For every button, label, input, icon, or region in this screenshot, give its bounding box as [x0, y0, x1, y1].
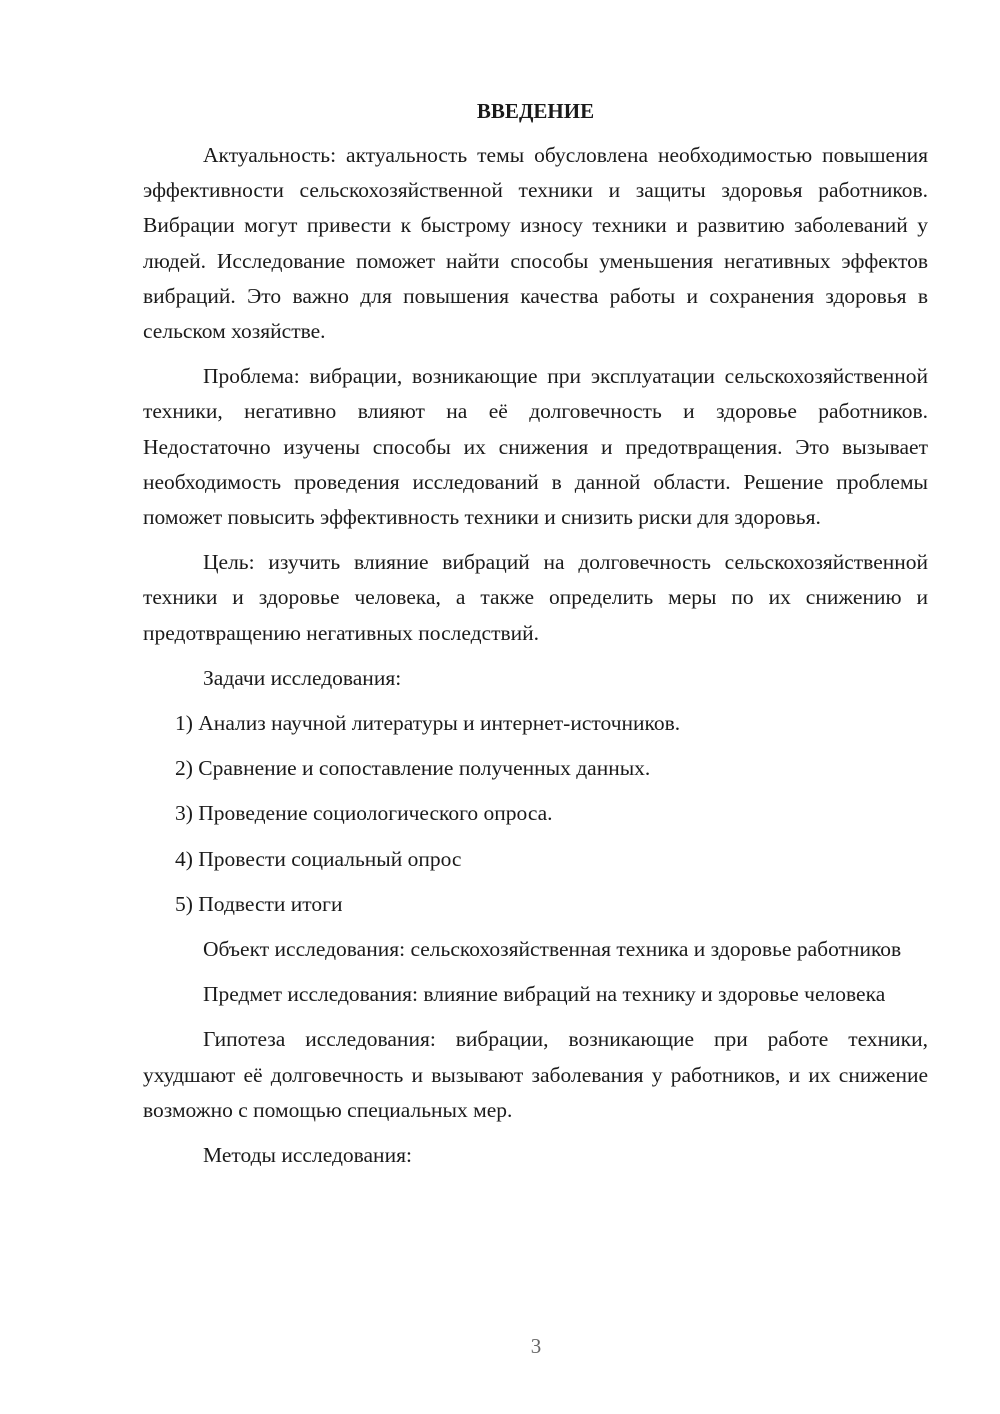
paragraph-subject: Предмет исследования: влияние вибраций на технику и здоровье человека — [203, 982, 886, 1007]
list-item: 4) Провести социальный опрос — [175, 846, 462, 871]
paragraph-object: Объект исследования: сельскохозяйственная техника и здоровье работников — [203, 937, 902, 962]
page-number: 3 — [530, 1334, 542, 1358]
methods-heading: Методы исследования: — [203, 1143, 412, 1168]
list-item: 3) Проведение социологического опроса. — [175, 801, 553, 826]
list-item: 1) Анализ научной литературы и интернет-источников. — [175, 711, 681, 736]
paragraph-goal: Цель: изучить влияние вибраций на долговечность сельскохозяйственной техники и здоровье человека, а также определить меры по их снижению и предотвращению негативных последствий. — [143, 550, 928, 645]
paragraph-hypothesis: Гипотеза исследования: вибрации, возникающие при работе техники, ухудшают её долговечность и вызывают заболевания у работников, и их снижение возможно с помощью специальных мер. — [143, 1027, 928, 1122]
list-item: 2) Сравнение и сопоставление полученных данных. — [175, 756, 651, 781]
document-page — [143, 95, 928, 1183]
list-item: 5) Подвести итоги — [175, 891, 343, 916]
tasks-heading: Задачи исследования: — [203, 665, 402, 690]
paragraph-relevance: Актуальность: актуальность темы обусловлена необходимостью повышения эффективности сельскохозяйственной техники и защиты здоровья работников. Вибрации могут привести к быстрому износу техники и развитию заболеваний у людей. Исследование поможет найти способы уменьшения негативных эффектов вибраций. Это важно для повышения качества работы и сохранения здоровья в сельском хозяйстве. — [143, 143, 928, 344]
tasks-list — [143, 706, 928, 922]
paragraph-problem: Проблема: вибрации, возникающие при эксплуатации сельскохозяйственной техники, негативно влияют на её долговечность и здоровье работников. Недостаточно изучены способы их снижения и предотвращения. Это вызывает необходимость проведения исследований в данной области. Решение проблемы поможет повысить эффективность техники и снизить риски для здоровья. — [143, 364, 928, 530]
page-title: ВВЕДЕНИЕ — [476, 99, 595, 123]
